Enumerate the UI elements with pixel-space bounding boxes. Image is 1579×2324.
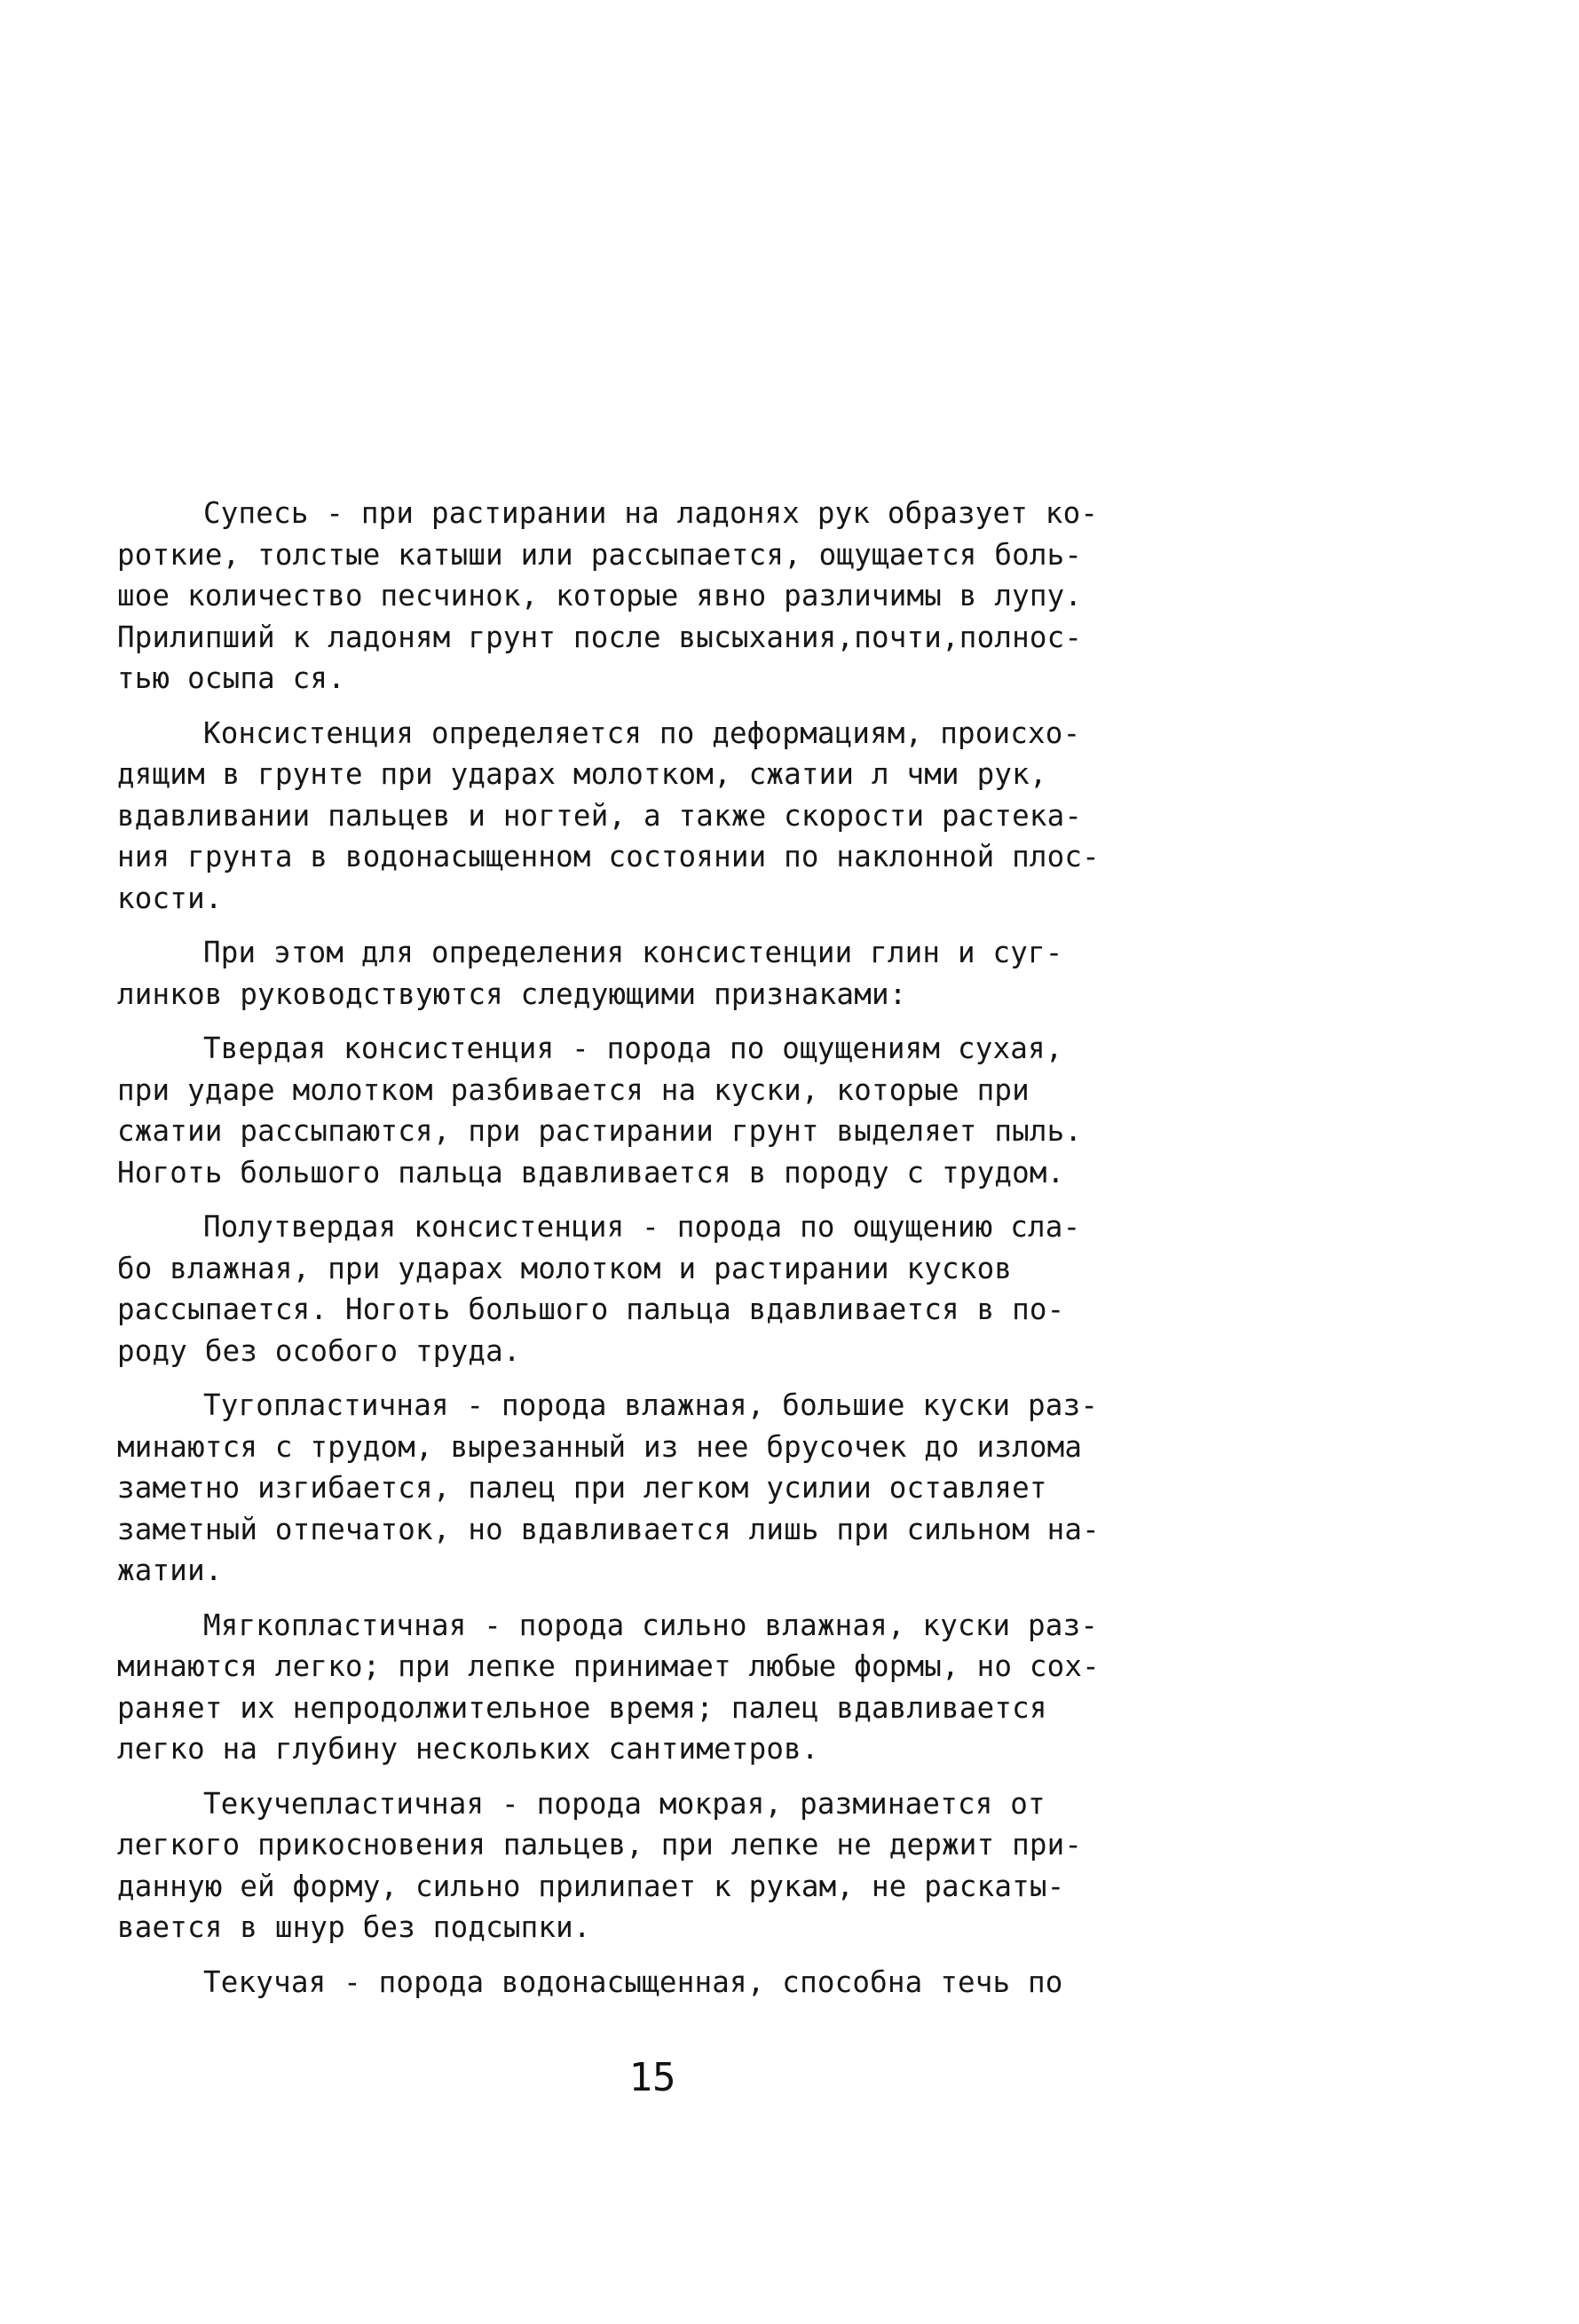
text-line: Мягкопластичная - порода сильно влажная, куски раз- — [203, 1608, 1099, 1642]
text-line: Тугопластичная - порода влажная, большие куски раз- — [203, 1388, 1099, 1422]
text-line: вается в шнур без подсыпки. — [117, 1910, 591, 1944]
text-line: дящим в грунте при ударах молотком, сжатии л чми рук, — [117, 757, 1047, 791]
text-line: заметно изгибается, палец при легком усилии оставляет — [117, 1471, 1047, 1505]
page-number: 15 — [628, 2055, 676, 2100]
text-line: линков руководствуются следующими признаками: — [117, 976, 907, 1011]
text-line: кости. — [117, 881, 223, 915]
text-line: минаются легко; при лепке принимает любые формы, но сох- — [117, 1649, 1100, 1683]
text-line: раняет их непродолжительное время; палец вдавливается — [117, 1690, 1047, 1725]
text-line: рассыпается. Ноготь большого пальца вдавливается в по- — [117, 1292, 1065, 1326]
text-line: Полутвердая консистенция - порода по ощущению сла- — [203, 1210, 1081, 1244]
text-line: Текучепластичная - порода мокрая, разминается от — [203, 1786, 1046, 1821]
text-line: Твердая консистенция - порода по ощущениям сухая, — [203, 1032, 1063, 1065]
text-line: вдавливании пальцев и ногтей, а также скорости растека- — [117, 798, 1083, 833]
text-line: легко на глубину нескольких сантиметров. — [117, 1732, 819, 1766]
paragraph-hard-consistency — [117, 1028, 1085, 1193]
text-line: легкого прикосновения пальцев, при лепке не держит при- — [117, 1828, 1083, 1862]
text-line: жатии. — [117, 1553, 223, 1587]
text-line: при ударе молотком разбивается на куски, которые при — [117, 1072, 1030, 1107]
text-line: данную ей форму, сильно прилипает к рукам, не раскаты- — [117, 1869, 1065, 1903]
text-line: При этом для определения консистенции глин и суг- — [203, 936, 1063, 969]
body-text — [117, 493, 1100, 2016]
paragraph-semi-hard-consistency — [117, 1206, 1085, 1371]
text-line: сжатии рассыпаются, при растирании грунт выделяет пыль. — [117, 1114, 1083, 1148]
text-line: минаются с трудом, вырезанный из нее брусочек до излома — [117, 1429, 1083, 1464]
text-line: роткие, толстые катыши или рассыпается, ощущается боль- — [117, 537, 1083, 572]
text-line: тью осыпа ся. — [117, 661, 345, 695]
text-line: Ноготь большого пальца вдавливается в породу с трудом. — [117, 1155, 1065, 1190]
text-line: Текучая - порода водонасыщенная, способна течь по — [203, 1964, 1063, 1999]
text-line: Супесь - при растирании на ладонях рук образует ко- — [203, 496, 1099, 530]
text-line: ния грунта в водонасыщенном состоянии по наклонной плос- — [117, 840, 1100, 873]
text-line: Прилипший к ладоням грунт после высыхания,почти,полнос- — [117, 620, 1083, 654]
paragraph-soft-plastic — [117, 1605, 1100, 1770]
text-line: шое количество песчинок, которые явно различимы в лупу. — [117, 579, 1083, 613]
paragraph-fluid-plastic — [117, 1783, 1085, 1949]
paragraph-supes — [117, 493, 1099, 700]
paragraph-consistency-definition — [117, 713, 1100, 920]
text-line: роду без особого труда. — [117, 1333, 521, 1368]
text-line: бо влажная, при ударах молотком и растирании кусков — [117, 1251, 1013, 1285]
text-line: заметный отпечаток, но вдавливается лишь при сильном на- — [117, 1512, 1100, 1546]
paragraph-stiff-plastic — [117, 1385, 1100, 1592]
paragraph-fluid — [117, 1962, 1085, 2004]
text-line: Консистенция определяется по деформациям, происхо- — [203, 715, 1081, 750]
paragraph-criteria-intro — [117, 932, 1085, 1015]
